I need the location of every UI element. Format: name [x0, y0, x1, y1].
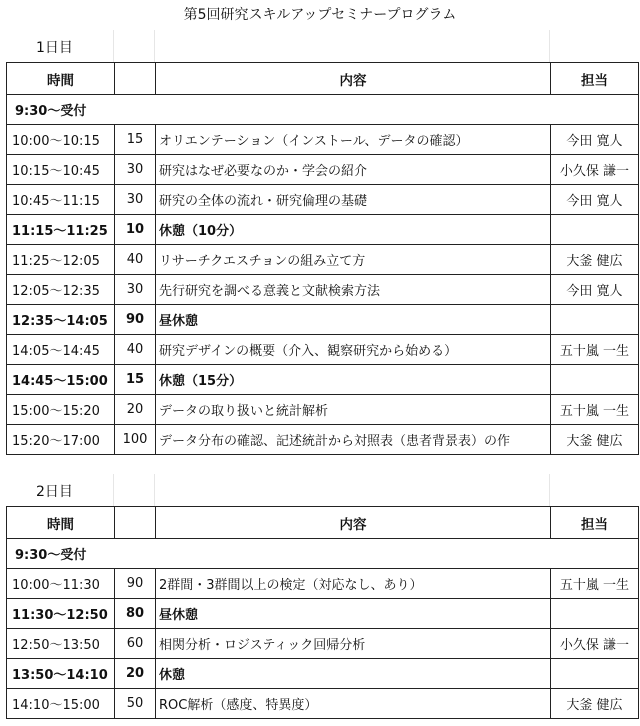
header-duration	[115, 63, 156, 95]
duration-cell: 50	[115, 689, 156, 719]
time-cell: 15:00〜15:20	[7, 395, 115, 425]
content-cell: 研究の全体の流れ・研究倫理の基礎	[156, 185, 551, 215]
content-cell: 休憩（10分）	[156, 215, 551, 245]
duration-cell: 15	[115, 125, 156, 155]
table-row	[7, 275, 639, 305]
table-row	[7, 629, 639, 659]
duration-cell: 30	[115, 185, 156, 215]
schedule-table-day-2	[6, 506, 639, 719]
day-label: 1日目	[36, 40, 73, 56]
duration-cell: 15	[115, 365, 156, 395]
content-cell: 休憩	[156, 659, 551, 689]
duration-cell: 100	[115, 425, 156, 455]
content-cell: 昼休憩	[156, 305, 551, 335]
staff-cell	[551, 215, 639, 245]
table-row	[7, 395, 639, 425]
day-label-row	[6, 474, 638, 506]
table-row	[7, 659, 639, 689]
table-header-row	[7, 507, 639, 539]
header-content: 内容	[156, 63, 551, 95]
content-cell: 2群間・3群間以上の検定（対応なし、あり）	[156, 569, 551, 599]
staff-cell: 今田 寛人	[551, 275, 639, 305]
staff-cell: 今田 寛人	[551, 125, 639, 155]
time-cell: 12:35〜14:05	[7, 305, 115, 335]
content-cell: ROC解析（感度、特異度）	[156, 689, 551, 719]
header-time: 時間	[7, 63, 115, 95]
duration-cell: 30	[115, 155, 156, 185]
staff-cell: 五十嵐 一生	[551, 395, 639, 425]
duration-cell: 40	[115, 335, 156, 365]
duration-cell: 60	[115, 629, 156, 659]
time-cell: 10:00〜10:15	[7, 125, 115, 155]
table-row	[7, 689, 639, 719]
time-cell: 13:50〜14:10	[7, 659, 115, 689]
duration-cell: 20	[115, 659, 156, 689]
staff-cell: 大釜 健広	[551, 245, 639, 275]
duration-cell: 30	[115, 275, 156, 305]
content-cell: データの取り扱いと統計解析	[156, 395, 551, 425]
content-cell: データ分布の確認、記述統計から対照表（患者背景表）の作	[156, 425, 551, 455]
content-cell: 先行研究を調べる意義と文献検索方法	[156, 275, 551, 305]
day-label-row	[6, 30, 638, 62]
time-cell: 12:50〜13:50	[7, 629, 115, 659]
table-row	[7, 599, 639, 629]
time-cell: 14:05〜14:45	[7, 335, 115, 365]
reception-row	[7, 95, 639, 125]
table-row	[7, 335, 639, 365]
time-cell: 11:25〜12:05	[7, 245, 115, 275]
duration-cell: 10	[115, 215, 156, 245]
time-cell: 11:30〜12:50	[7, 599, 115, 629]
table-row	[7, 125, 639, 155]
table-row	[7, 215, 639, 245]
time-cell: 12:05〜12:35	[7, 275, 115, 305]
header-time: 時間	[7, 507, 115, 539]
reception-row	[7, 539, 639, 569]
day-label: 2日目	[36, 484, 73, 500]
content-cell: 昼休憩	[156, 599, 551, 629]
duration-cell: 80	[115, 599, 156, 629]
staff-cell: 五十嵐 一生	[551, 335, 639, 365]
duration-cell: 90	[115, 569, 156, 599]
day-2-section	[6, 474, 638, 719]
duration-cell: 20	[115, 395, 156, 425]
header-content: 内容	[156, 507, 551, 539]
staff-cell: 小久保 謙一	[551, 629, 639, 659]
time-cell: 10:15〜10:45	[7, 155, 115, 185]
header-staff: 担当	[551, 63, 639, 95]
staff-cell	[551, 305, 639, 335]
content-cell: 相関分析・ロジスティック回帰分析	[156, 629, 551, 659]
table-row	[7, 155, 639, 185]
staff-cell	[551, 365, 639, 395]
duration-cell: 40	[115, 245, 156, 275]
time-cell: 11:15〜11:25	[7, 215, 115, 245]
header-duration	[115, 507, 156, 539]
content-cell: 研究デザインの概要（介入、観察研究から始める）	[156, 335, 551, 365]
schedule-table-day-1	[6, 62, 639, 455]
table-row	[7, 365, 639, 395]
time-cell: 14:10〜15:00	[7, 689, 115, 719]
page-title: 第5回研究スキルアップセミナープログラム	[183, 7, 457, 23]
staff-cell: 小久保 謙一	[551, 155, 639, 185]
table-row	[7, 305, 639, 335]
staff-cell	[551, 659, 639, 689]
content-cell: オリエンテーション（インストール、データの確認）	[156, 125, 551, 155]
time-cell: 10:45〜11:15	[7, 185, 115, 215]
content-cell: リサーチクエスチョンの組み立て方	[156, 245, 551, 275]
staff-cell: 今田 寛人	[551, 185, 639, 215]
staff-cell: 五十嵐 一生	[551, 569, 639, 599]
staff-cell: 大釜 健広	[551, 425, 639, 455]
content-cell: 休憩（15分）	[156, 365, 551, 395]
reception-cell: 9:30〜受付	[7, 539, 639, 569]
table-row	[7, 185, 639, 215]
table-row	[7, 245, 639, 275]
staff-cell	[551, 599, 639, 629]
day-1-section	[6, 30, 638, 455]
duration-cell: 90	[115, 305, 156, 335]
time-cell: 10:00〜11:30	[7, 569, 115, 599]
table-header-row	[7, 63, 639, 95]
staff-cell: 大釜 健広	[551, 689, 639, 719]
table-row	[7, 425, 639, 455]
table-row	[7, 569, 639, 599]
time-cell: 14:45〜15:00	[7, 365, 115, 395]
time-cell: 15:20〜17:00	[7, 425, 115, 455]
reception-cell: 9:30〜受付	[7, 95, 639, 125]
header-staff: 担当	[551, 507, 639, 539]
content-cell: 研究はなぜ必要なのか・学会の紹介	[156, 155, 551, 185]
